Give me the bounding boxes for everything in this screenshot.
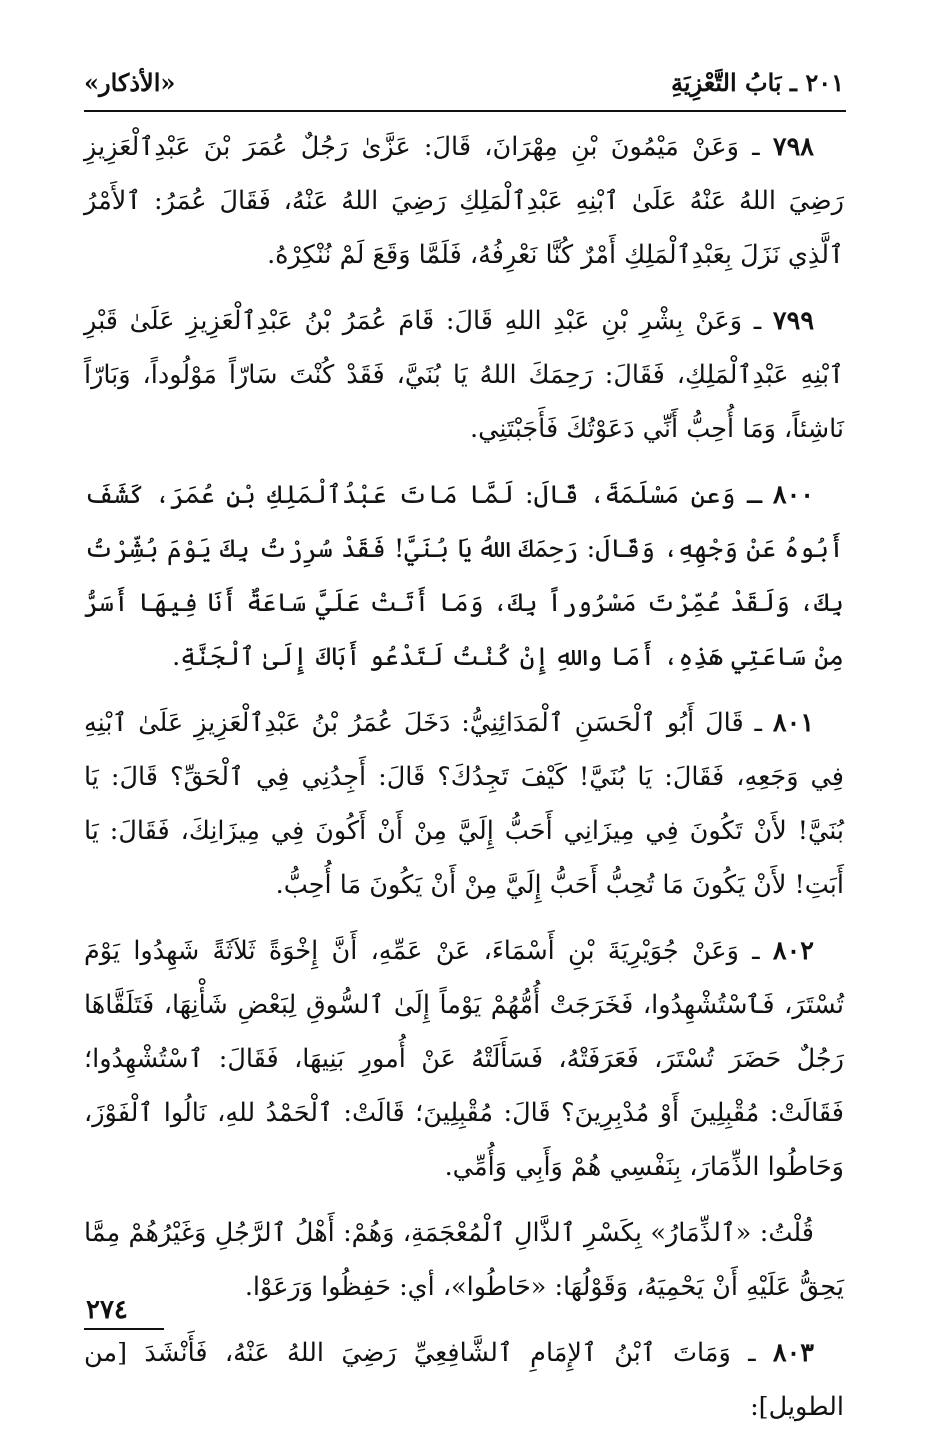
paragraph-text: ـ وَعن مَسْلَمَةَ، قَالَ: لَمَّا مَاتَ عَبْدُٱلْمَلِكِ بْنِ عُمَرَ، كَشَفَ أَبُوهُ عَنْ وَجْهِهِ، وَقَالَ: رَحِمَكَ اللهُ يَا بُنَيَّ! فَقَدْ سُرِرْتُ بِكَ يَوْمَ بُشِّرْتُ بِكَ، وَلَقَدْ عُمِّرْتَ مَسْرُوراً بِكَ، وَمَا أَتَتْ عَلَيَّ سَاعَةٌ أَنَا فِيهَا أَسَرُّ مِنْ سَاعَتِي هَذِهِ، أَمَا واللهِ إِنْ كُنْتُ لَتَدْعُو أَبَاكَ إِلَىٰ ٱلْجَنَّةِ. bbox=[84, 480, 844, 672]
header-rule bbox=[84, 110, 846, 112]
body-text bbox=[84, 120, 844, 1434]
chapter-title: ٢٠١ ـ بَابُ التَّعْزِيَةِ bbox=[671, 67, 844, 97]
paragraph-798 bbox=[84, 120, 844, 282]
paragraph-number: ٨٠٣ bbox=[772, 1338, 814, 1368]
footer-rule bbox=[84, 1328, 164, 1330]
running-header bbox=[84, 62, 844, 102]
paragraph-text: ـ وَعَنْ بِشْرِ بْنِ عَبْدِ اللهِ قَالَ: قَامَ عُمَرُ بْنُ عَبْدِٱلْعَزِيزِ عَلَىٰ قَبْرِ ٱبْنِهِ عَبْدِٱلْمَلِكِ، فَقَالَ: رَحِمَكَ اللهُ يَا بُنَيَّ، فَقَدْ كُنْتَ سَارّاً مَوْلُوداً، وَبَارّاً نَاشِئاً، وَمَا أُحِبُّ أَنِّي دَعَوْتُكَ فَأَجَبْتَنِي. bbox=[84, 306, 844, 444]
paragraph-number: ٨٠٠ bbox=[772, 480, 814, 510]
paragraph-801 bbox=[84, 696, 844, 912]
paragraph-802 bbox=[84, 924, 844, 1194]
paragraph-number: ٧٩٩ bbox=[772, 306, 815, 336]
paragraph-note bbox=[84, 1206, 844, 1314]
paragraph-number: ٨٠٢ bbox=[772, 936, 814, 966]
paragraph-text: ـ قَالَ أَبُو ٱلْحَسَنِ ٱلْمَدَائِنِيُّ: دَخَلَ عُمَرُ بْنُ عَبْدِٱلْعَزِيزِ عَلَىٰ ٱبْنِهِ فِي وَجَعِهِ، فَقَالَ: يَا بُنَيَّ! كَيْفَ تَجِدُكَ؟ قَالَ: أَجِدُنِي فِي ٱلْحَقِّ؟ قَالَ: يَا بُنَيَّ! لأَنْ تَكُونَ فِي مِيزَانِي أَحَبُّ إِلَيَّ مِنْ أَنْ أَكُونَ فِي مِيزَانِكَ، فَقَالَ: يَا أَبَتِ! لأَنْ يَكُونَ مَا تُحِبُّ أَحَبُّ إِلَيَّ مِنْ أَنْ يَكُونَ مَا أُحِبُّ. bbox=[84, 708, 844, 900]
book-title: «الأذكار» bbox=[84, 67, 176, 97]
page-number: ٢٧٤ bbox=[86, 1295, 128, 1325]
paragraph-800 bbox=[84, 468, 844, 684]
paragraph-text: ـ وَعَنْ جُوَيْرِيَةَ بْنِ أَسْمَاءَ، عَنْ عَمِّهِ، أَنَّ إِخْوَةً ثَلاَثَةً شَهِدُوا يَوْمَ تُسْتَرَ، فَٱسْتُشْهِدُوا، فَخَرَجَتْ أُمُّهُمْ يَوْماً إِلَىٰ ٱلسُّوقِ لِبَعْضِ شَأْنِهَا، فَتَلَقَّاهَا رَجُلٌ حَضَرَ تُسْتَرَ، فَعَرَفَتْهُ، فَسَأَلَتْهُ عَنْ أُمورِ بَنِيهَا، فَقَالَ: ٱسْتُشْهِدُوا؛ فَقَالَتْ: مُقْبِلِينَ أَوْ مُدْبِرِينَ؟ قَالَ: مُقْبِلِينَ؛ قَالَتْ: ٱلْحَمْدُ للهِ، نَالُوا ٱلْفَوْزَ، وَحَاطُوا الذِّمَارَ، بِنَفْسِي هُمْ وَأَبِي وَأُمِّي. bbox=[84, 936, 844, 1182]
paragraph-text: ـ وَعَنْ مَيْمُونَ بْنِ مِهْرَانَ، قَالَ: عَزَّىٰ رَجُلٌ عُمَرَ بْنَ عَبْدِٱلْعَزِيزِ رَضِيَ اللهُ عَنْهُ عَلَىٰ ٱبْنِهِ عَبْدِٱلْمَلِكِ رَضِيَ اللهُ عَنْهُ، فَقَالَ عُمَرُ: ٱلأَمْرُ ٱلَّذِي نَزَلَ بِعَبْدِٱلْمَلِكِ أَمْرٌ كُنَّا نَعْرِفُهُ، فَلَمَّا وَقَعَ لَمْ نُنْكِرْهُ. bbox=[84, 132, 844, 270]
paragraph-text: ـ وَمَاتَ ٱبْنُ ٱلإِمَامِ ٱلشَّافِعِيِّ رَضِيَ اللهُ عَنْهُ، فَأَنْشَدَ [من الطويل]: bbox=[84, 1338, 844, 1422]
paragraph-number: ٨٠١ bbox=[772, 708, 815, 738]
paragraph-799 bbox=[84, 294, 844, 456]
paragraph-number: ٧٩٨ bbox=[772, 132, 814, 162]
paragraph-text: قُلْتُ: «ٱلذِّمَارُ» بِكَسْرِ ٱلذَّالِ ٱلْمُعْجَمَةِ، وَهُمْ: أَهْلُ ٱلرَّجُلِ وَغَيْرُهُمْ مِمَّا يَحِقُّ عَلَيْهِ أَنْ يَحْمِيَهُ، وَقَوْلُهَا: «حَاطُوا»، أي: حَفِظُوا وَرَعَوْا. bbox=[84, 1218, 844, 1302]
paragraph-803 bbox=[84, 1326, 844, 1434]
